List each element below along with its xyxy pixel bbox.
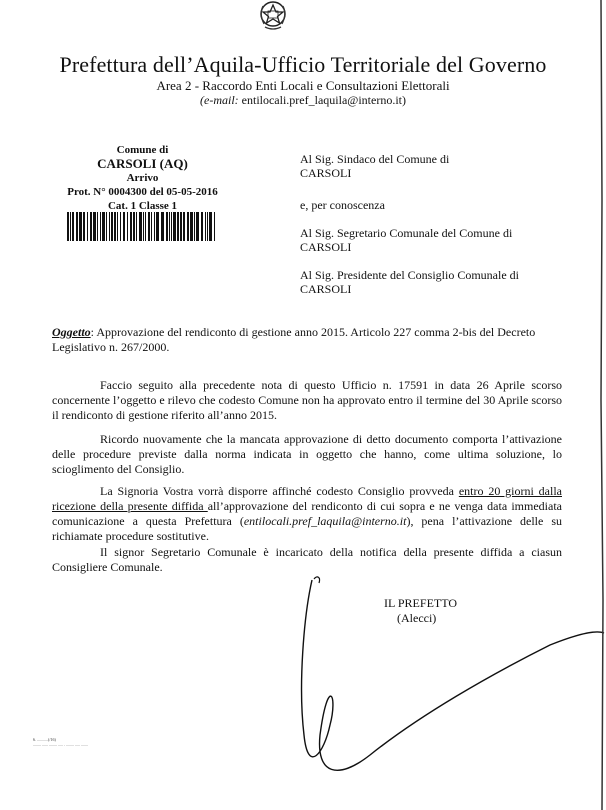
- barcode-bar: [87, 212, 88, 241]
- footer-reference: 6. ...........(/16) ........ ...... ........ ..... . ........ ..... .......: [33, 737, 88, 747]
- barcode-bar: [120, 212, 121, 241]
- scan-edge: [598, 0, 606, 810]
- barcode-bar: [72, 212, 74, 241]
- barcode-bar: [214, 212, 215, 241]
- recipient-president: Al Sig. Presidente del Consiglio Comunale di: [300, 268, 519, 282]
- recipient-mayor-town: CARSOLI: [300, 166, 352, 180]
- office-subtitle: Area 2 - Raccordo Enti Locali e Consultazioni Elettorali: [156, 78, 450, 93]
- barcode-bar: [70, 212, 71, 241]
- stamp-municipality: CARSOLI (AQ): [97, 156, 188, 171]
- barcode-bar: [130, 212, 132, 241]
- barcode-bar: [194, 212, 195, 241]
- stamp-protocol-number: Prot. N° 0004300 del 05-05-2016: [67, 186, 218, 198]
- stamp-comune: Comune di: [116, 144, 169, 156]
- barcode-bar: [169, 212, 170, 241]
- body-paragraph-1: Faccio seguito alla precedente nota di questo Ufficio n. 17591 in data 26 Aprile scorso concernente l’oggetto e rilevo che codesto Comune non ha approvato entro il termine del 30 Aprile scorso il rendiconto di gestione riferito all’anno 2015.: [52, 378, 562, 422]
- barcode-bar: [114, 212, 116, 241]
- barcode-bar: [109, 212, 110, 241]
- subject-label: Oggetto: [52, 325, 91, 339]
- barcode-bar: [123, 212, 125, 241]
- signature-title: IL PREFETTO: [384, 596, 458, 610]
- barcode-bar: [173, 212, 176, 241]
- barcode-bar: [177, 212, 179, 241]
- page-title: Prefettura dell’Aquila-Ufficio Territoriale del Governo: [59, 52, 547, 77]
- barcode-bar: [133, 212, 135, 241]
- handwritten-signature: [290, 575, 606, 810]
- barcode-bar: [183, 212, 185, 241]
- barcode-bar: [127, 212, 128, 241]
- subject-text: : Approvazione del rendiconto di gestione anno 2015. Articolo 227 comma 2-bis del Decreto Legislativo n. 267/2000.: [52, 325, 536, 354]
- cc-label: e, per conoscenza: [300, 198, 385, 212]
- body-paragraph-3: La Signoria Vostra vorrà disporre affinché codesto Consiglio provveda entro 20 giorni dalla ricezione della presente diffida all’approvazione del rendiconto di cui sopra e ne venga data immediata comunicazione a questa Prefettura (entilocali.pref_laquila@interno.it), pena l’attivazione delle su richiamate procedure sostitutive.: [52, 484, 562, 543]
- recipient-secretary-town: CARSOLI: [300, 240, 352, 254]
- barcode-bar: [102, 212, 105, 241]
- barcode-bar: [100, 212, 101, 241]
- barcode-bar: [117, 212, 118, 241]
- office-email: [0, 93, 606, 108]
- recipient-president-town: CARSOLI: [300, 282, 352, 296]
- italian-republic-emblem-icon: [253, 0, 293, 34]
- barcode-bar: [93, 212, 96, 241]
- barcode-bar: [136, 212, 137, 241]
- protocol-stamp: [60, 143, 225, 213]
- deadline-text: entro 20 giorni dalla ricezione della presente diffida: [52, 484, 562, 513]
- barcode-bar: [83, 212, 85, 241]
- email-label: (e-mail:: [200, 93, 239, 107]
- barcode-bar: [171, 212, 172, 241]
- subject-line: [52, 325, 557, 355]
- barcode-bar: [156, 212, 159, 241]
- barcode-bar: [205, 212, 206, 241]
- email-value: entilocali.pref_laquila@interno.it): [241, 93, 406, 107]
- barcode: [67, 212, 217, 241]
- barcode-bar: [148, 212, 150, 241]
- barcode-bar: [180, 212, 182, 241]
- barcode-bar: [90, 212, 92, 241]
- barcode-bar: [190, 212, 193, 241]
- body-paragraph-2: Ricordo nuovamente che la mancata approvazione di detto documento comporta l’attivazione delle procedure previste dalla norma indicata in oggetto che hanno, come ultima soluzione, lo scioglimento del Consiglio.: [52, 432, 562, 476]
- barcode-bar: [139, 212, 142, 241]
- recipient-mayor: Al Sig. Sindaco del Comune di: [300, 152, 450, 166]
- barcode-bar: [79, 212, 82, 241]
- barcode-bar: [67, 212, 69, 241]
- body-paragraph-4: Il signor Segretario Comunale è incaricato della notifica della presente diffida a ciasun Consigliere Comunale.: [52, 545, 562, 574]
- prefecture-email: entilocali.pref_laquila@interno.it: [243, 514, 407, 528]
- barcode-bar: [196, 212, 199, 241]
- recipient-secretary: Al Sig. Segretario Comunale del Comune di: [300, 226, 513, 240]
- signature-name: (Alecci): [397, 611, 437, 625]
- barcode-bar: [111, 212, 113, 241]
- barcode-bar: [106, 212, 107, 241]
- barcode-bar: [151, 212, 152, 241]
- barcode-bar: [143, 212, 144, 241]
- barcode-bar: [207, 212, 208, 241]
- barcode-bar: [97, 212, 98, 241]
- barcode-bar: [145, 212, 146, 241]
- barcode-bar: [166, 212, 168, 241]
- barcode-bar: [201, 212, 203, 241]
- stamp-category: Cat. 1 Classe 1: [107, 200, 178, 212]
- barcode-bar: [154, 212, 155, 241]
- barcode-bar: [76, 212, 78, 241]
- barcode-bar: [161, 212, 164, 241]
- stamp-arrivo: Arrivo: [126, 172, 159, 184]
- barcode-bar: [209, 212, 212, 241]
- barcode-bar: [187, 212, 189, 241]
